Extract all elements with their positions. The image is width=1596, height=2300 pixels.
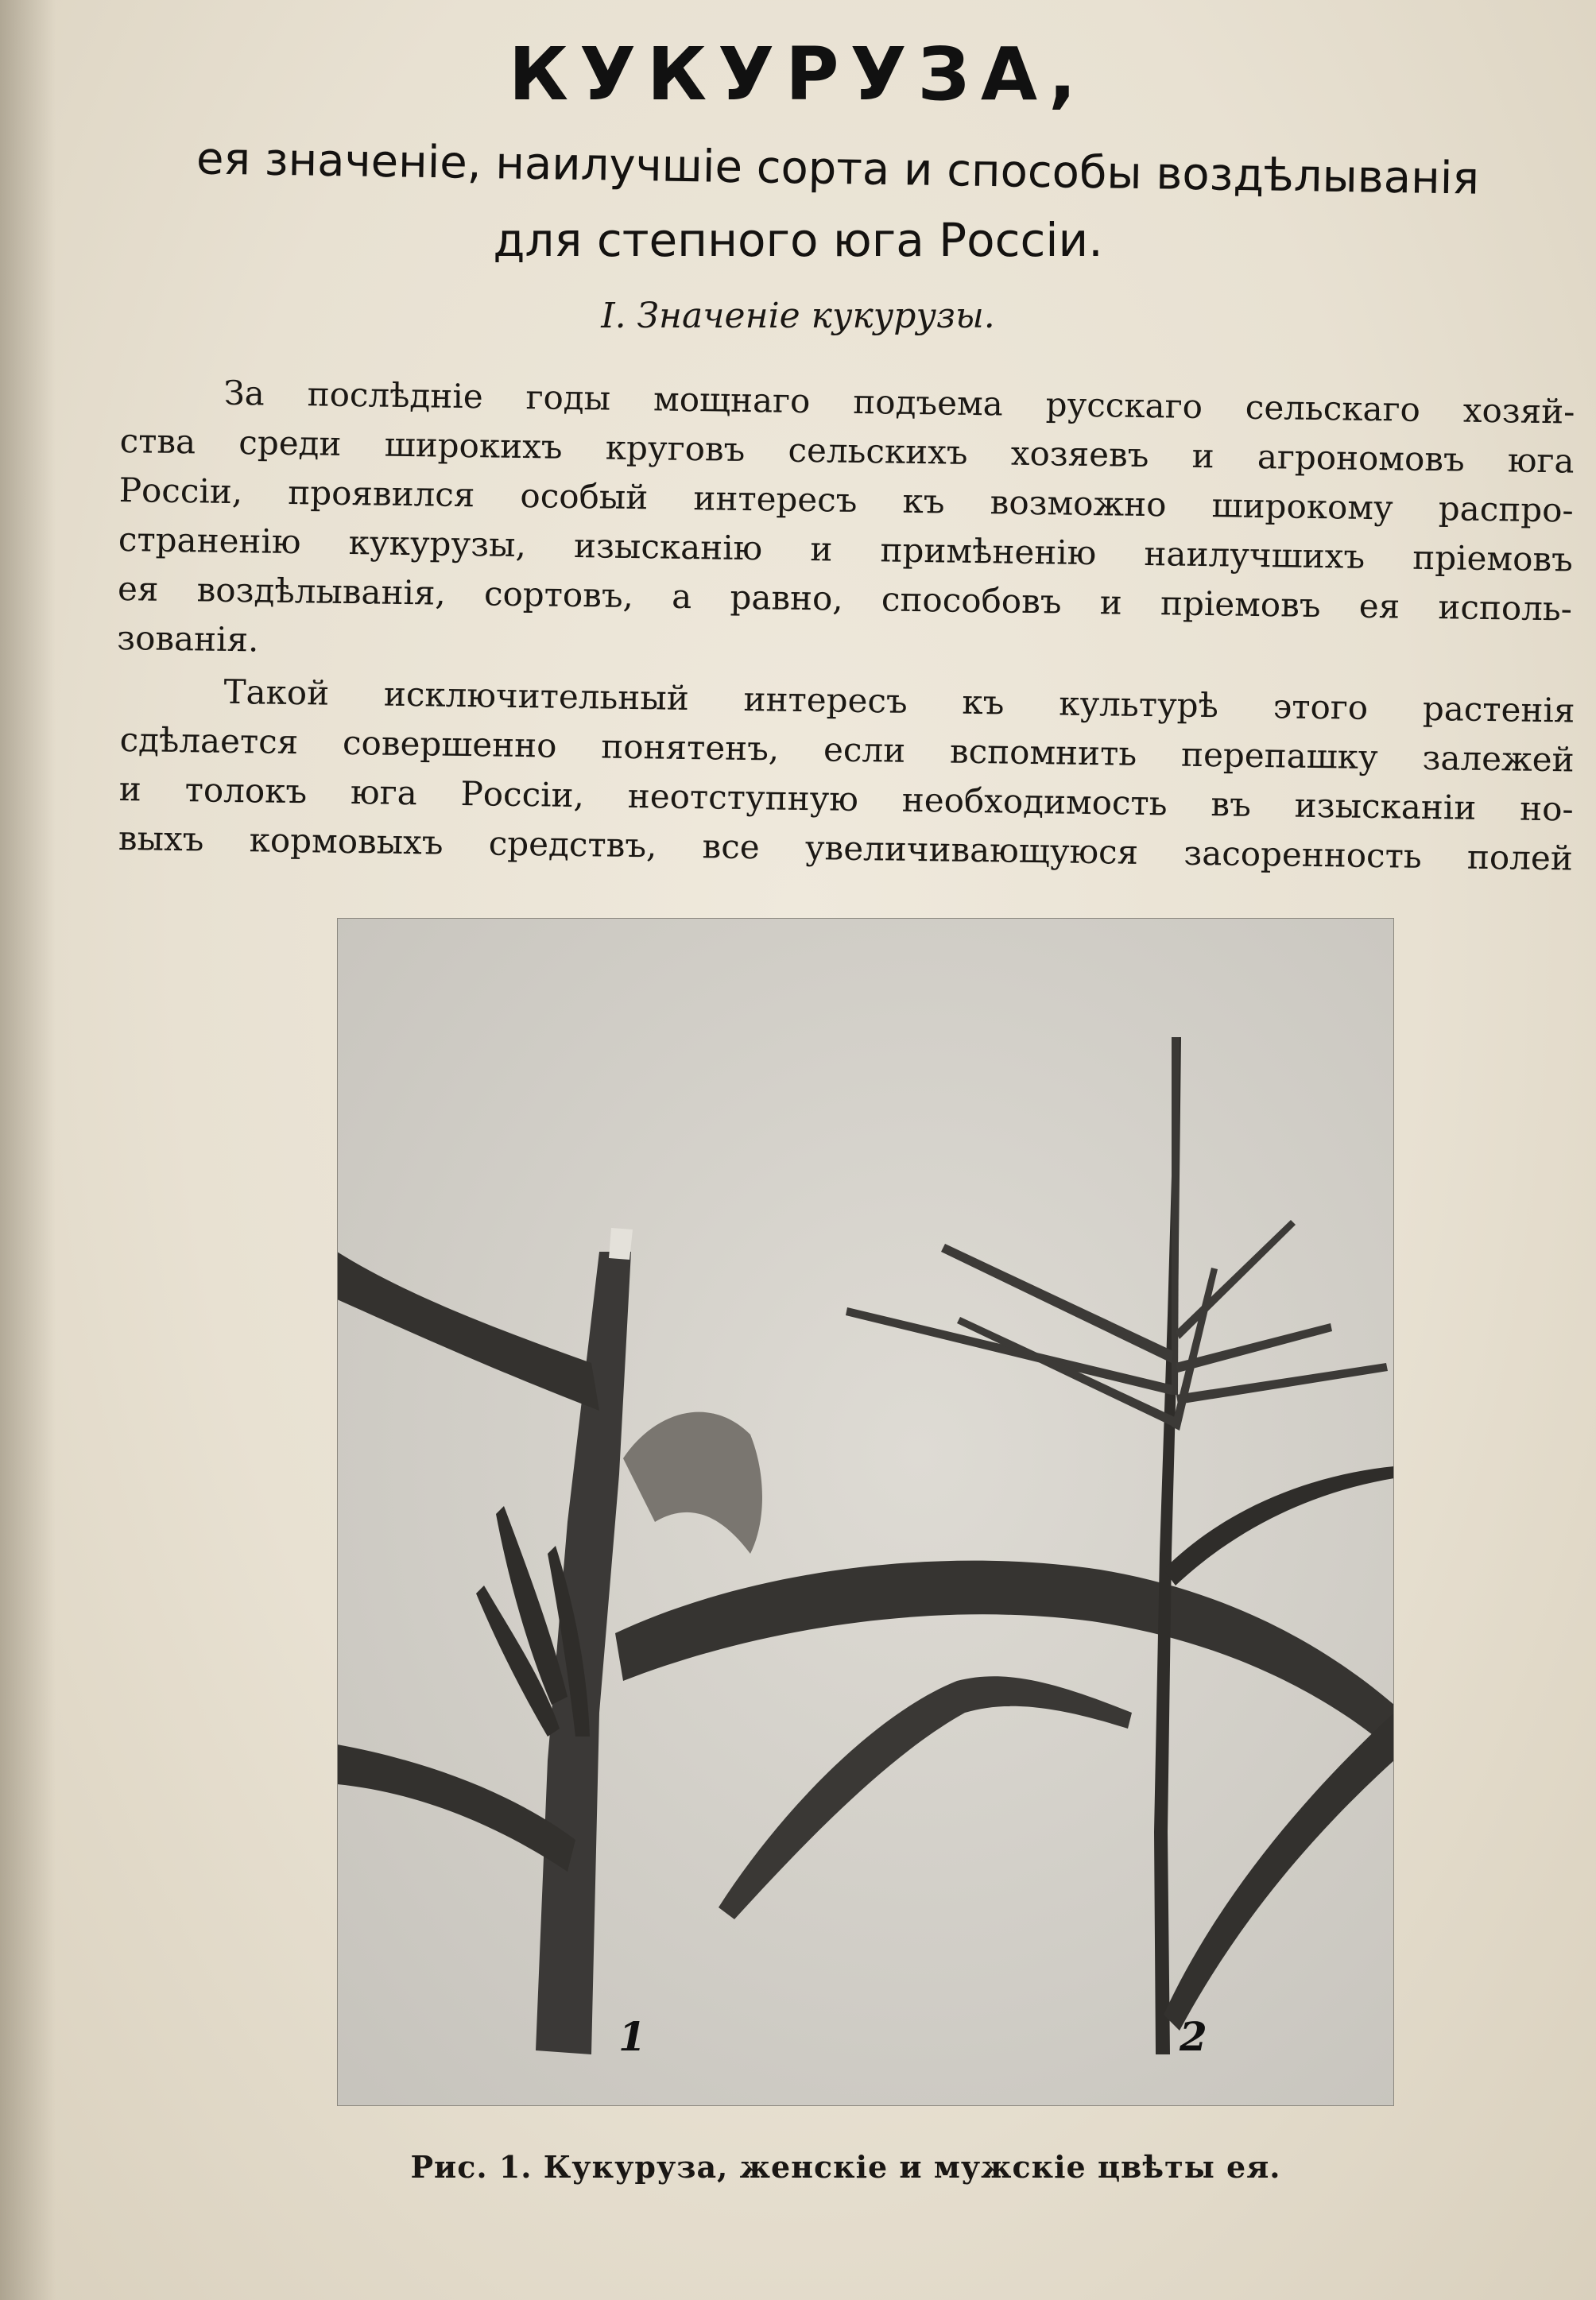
paragraph-line: Такой исключительный интересъ къ культурѣ этого растенiя — [223, 672, 1575, 730]
paragraph-line: ея воздѣлыванiя, сортовъ, а равно, способовъ и прiемовъ ея исполь- — [117, 568, 1573, 629]
paragraph-line: Россiи, проявился особый интересъ къ возможно широкому распро- — [118, 470, 1575, 530]
figure-label-male: 2 — [1180, 2013, 1207, 2060]
stalk-cut-top — [609, 1228, 633, 1260]
paragraph-1 — [117, 367, 1575, 683]
paragraph-line: зованiя. — [116, 618, 259, 660]
article-subtitle-line-2: для степного юга Россiи. — [493, 213, 1103, 267]
article-subtitle-line-1: ея значенiе, наилучшiе сорта и способы воздѣлыванiя — [196, 133, 1480, 205]
corn-plant-photograph — [337, 918, 1394, 2106]
paragraph-line: выхъ кормовыхъ средствъ, все увеличивающуюся засоренность полей — [118, 818, 1574, 878]
article-title: КУКУРУЗА, — [508, 32, 1088, 117]
paragraph-line: ства среди широкихъ круговъ сельскихъ хозяевъ и агрономовъ юга — [119, 420, 1575, 481]
paragraph-line: страненiю кукурузы, изысканiю и примѣненiю наилучшихъ прiемовъ — [118, 519, 1574, 579]
corn-plant-illustration — [337, 918, 1394, 2106]
figure-label-female: 1 — [618, 2013, 646, 2060]
section-heading: I. Значенiе кукурузы. — [601, 296, 995, 336]
gutter-shadow — [0, 0, 56, 2300]
paragraph-line: сдѣлается совершенно понятенъ, если вспомнить перепашку залежей — [119, 719, 1575, 780]
paragraph-2 — [118, 666, 1575, 884]
figure-caption: Рис. 1. Кукуруза, женскiе и мужскiе цвѣты ея. — [410, 2149, 1281, 2185]
paragraph-line: За послѣднiе годы мощнаго подъема русскаго сельскаго хозяй- — [223, 373, 1575, 432]
paragraph-line: и толокъ юга Россiи, неотступную необходимость въ изысканiи но- — [118, 769, 1575, 829]
